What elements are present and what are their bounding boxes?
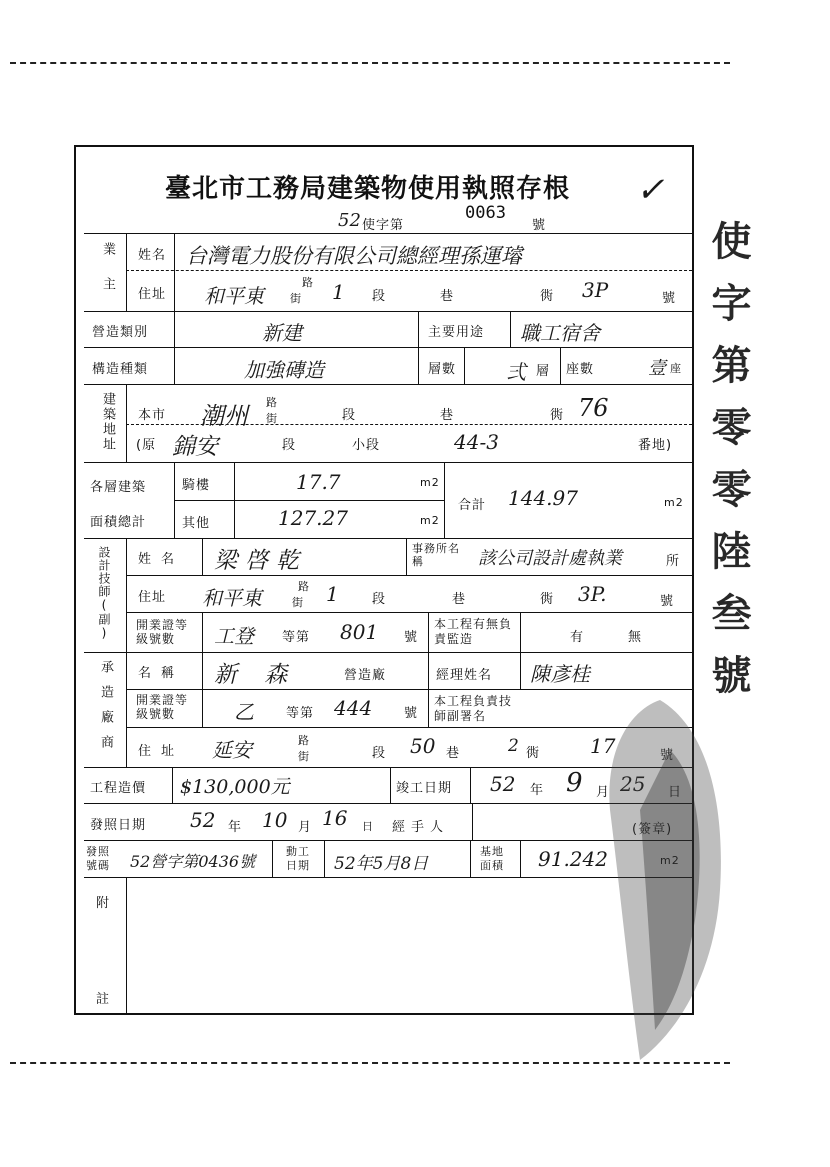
site-orig-duan-value: 錦安 [172, 434, 218, 460]
architect-address-label: 住址 [138, 590, 167, 605]
issue-month: 10 [262, 808, 288, 832]
cost-value: $130,000元 [180, 776, 290, 798]
architect-name-label: 姓名 [138, 552, 185, 567]
floors-label: 層數 [428, 362, 457, 377]
owner-alley-label: 衖 [540, 289, 555, 304]
architect-road-label: 路 [298, 580, 310, 593]
completion-month-unit: 月 [596, 785, 611, 800]
contractor-number: 17 [590, 734, 616, 758]
cost-label: 工程造價 [90, 781, 147, 796]
contractor-address-label: 住址 [138, 744, 185, 759]
area-label-bottom: 面積總計 [90, 515, 147, 530]
architect-section-no: 1 [326, 582, 339, 606]
architect-license-suffix: 號 [404, 630, 419, 645]
manager-label: 經理姓名 [436, 668, 493, 683]
contractor-name-label: 名稱 [138, 666, 185, 681]
contractor-road-label: 路 [298, 734, 310, 747]
blocks-value: 壹 [648, 358, 666, 379]
site-street-label: 街 [266, 412, 278, 425]
site-lot-label: 番地) [638, 438, 673, 453]
main-use-value: 職工宿舍 [520, 321, 600, 345]
architect-hao-label: 號 [660, 594, 675, 609]
site-alley-label: 衖 [550, 408, 565, 423]
issue-month-unit: 月 [298, 820, 313, 835]
permit-no-value: 52營字第0436號 [130, 852, 256, 871]
completion-month: 9 [566, 768, 583, 798]
other-unit: m2 [420, 514, 440, 527]
site-lane-label: 巷 [440, 408, 455, 423]
contractor-license-label: 開業證等級號數 [136, 693, 189, 721]
site-sub-section-label: 小段 [352, 438, 381, 453]
category-value: 新建 [262, 321, 302, 345]
architect-alley-label: 衖 [540, 592, 555, 607]
permit-number-label: 使字第 [362, 218, 405, 233]
architect-license-class: 工登 [214, 624, 254, 648]
site-section-label: 建築地址 [100, 392, 115, 452]
category-label: 營造類別 [92, 325, 149, 340]
contractor-hao-label: 號 [660, 748, 675, 763]
floors-unit: 層 [536, 364, 551, 379]
site-orig-duan-label: 段 [282, 438, 297, 453]
completion-label: 竣工日期 [396, 781, 453, 796]
owner-duan-label: 段 [372, 289, 387, 304]
other-value: 127.27 [278, 506, 348, 530]
architect-number: 3P. [578, 582, 607, 606]
owner-section-label: 業主 [100, 242, 115, 312]
issue-label: 發照日期 [90, 818, 147, 833]
floors-value: 弍 [506, 360, 526, 384]
site-area-value: 91.242 [538, 847, 608, 871]
permit-year-prefix: 52 [338, 210, 361, 231]
completion-day-unit: 日 [668, 785, 683, 800]
completion-day: 25 [620, 772, 646, 796]
site-lot-value: 44-3 [454, 430, 499, 454]
contractor-address-road: 延安 [212, 738, 252, 762]
contractor-street-label: 街 [298, 750, 310, 763]
owner-hao-label: 號 [662, 291, 677, 306]
permit-number-stamp: 0063 [465, 203, 506, 223]
owner-road-label: 路 [302, 276, 314, 289]
other-label: 其他 [182, 516, 211, 531]
contractor-name-suffix: 營造廠 [344, 668, 387, 683]
start-label: 動工日期 [286, 845, 310, 872]
blocks-label: 座數 [566, 362, 595, 377]
arcade-unit: m2 [420, 476, 440, 489]
paper-stain [600, 690, 730, 1070]
completion-year-unit: 年 [530, 783, 545, 798]
supervise-label: 本工程有無負責監造 [434, 617, 513, 646]
remarks-label-top: 附 [96, 896, 111, 911]
contractor-alley-value: 2 [508, 736, 519, 756]
sign-label: (簽章) [632, 822, 673, 837]
total-unit: m2 [664, 496, 684, 509]
contractor-name-value: 新 森 [214, 662, 298, 688]
issue-year: 52 [190, 808, 216, 832]
owner-name-value: 台灣電力股份有限公司總經理孫運璿 [186, 244, 522, 268]
contractor-alley-label: 衖 [526, 746, 541, 761]
site-number-value: 76 [578, 394, 609, 422]
firm-label: 事務所名稱 [412, 542, 460, 568]
manager-value: 陳彥桂 [530, 662, 590, 686]
total-value: 144.97 [508, 486, 578, 510]
issue-year-unit: 年 [228, 820, 243, 835]
firm-value: 該公司設計處執業 [478, 548, 622, 569]
architect-address-road: 和平東 [202, 586, 262, 610]
owner-address-road: 和平東 [204, 284, 264, 308]
site-road-value: 潮州 [200, 402, 248, 430]
supervise-no: 無 [628, 630, 643, 645]
site-original-label: (原 [136, 438, 157, 453]
architect-name-value: 梁啓乾 [214, 548, 307, 574]
contractor-license-no: 444 [334, 696, 373, 720]
handler-label: 經手人 [392, 820, 450, 835]
owner-address-label: 住址 [138, 287, 167, 302]
architect-street-label: 街 [292, 596, 304, 609]
completion-year: 52 [490, 772, 516, 796]
total-label: 合計 [458, 498, 487, 513]
contractor-duan-label: 段 [372, 746, 387, 761]
permit-no-label: 發照號碼 [86, 845, 110, 872]
contractor-license-suffix: 號 [404, 706, 419, 721]
issue-day: 16 [322, 806, 348, 830]
issue-day-unit: 日 [362, 820, 374, 833]
contractor-license-mid: 等第 [286, 706, 315, 721]
owner-lane-label: 巷 [440, 289, 455, 304]
contractor-lane-value: 50 [410, 734, 436, 758]
architect-license-mid: 等第 [282, 630, 311, 645]
page-title: 臺北市工務局建築物使用執照存根 [165, 174, 571, 204]
architect-section-label: 設計技師(副) [97, 546, 111, 641]
site-duan-label: 段 [342, 408, 357, 423]
architect-license-no: 801 [340, 620, 379, 644]
site-road-label: 路 [266, 396, 278, 409]
permit-number-suffix: 號 [532, 218, 547, 233]
structure-value: 加強磚造 [244, 358, 324, 382]
arcade-label: 騎樓 [182, 478, 211, 493]
start-value: 52年5月8日 [334, 854, 429, 874]
owner-section-no: 1 [332, 280, 345, 304]
arcade-value: 17.7 [296, 470, 341, 494]
architect-duan-label: 段 [372, 592, 387, 607]
architect-lane-label: 巷 [452, 592, 467, 607]
owner-name-label: 姓名 [138, 248, 167, 263]
owner-street-label: 街 [290, 292, 302, 305]
contractor-lane-label: 巷 [446, 746, 461, 761]
contractor-license-class: 乙 [234, 700, 254, 724]
site-area-unit: m2 [660, 854, 680, 867]
firm-suffix: 所 [666, 554, 681, 569]
engineer-label: 本工程負責技師副署名 [434, 694, 513, 723]
structure-label: 構造種類 [92, 362, 149, 377]
main-use-label: 主要用途 [428, 325, 485, 340]
blocks-unit: 座 [670, 362, 682, 375]
site-city-label: 本市 [138, 408, 167, 423]
margin-stamp-text: 使字第零零陸叁號 [705, 220, 752, 716]
check-mark: ✓ [636, 170, 665, 210]
supervise-yes: 有 [570, 630, 585, 645]
remarks-label-bottom: 註 [96, 992, 111, 1007]
owner-number: 3P [582, 278, 609, 302]
contractor-section-label: 承造廠商 [98, 660, 113, 760]
architect-license-label: 開業證等級號數 [136, 618, 189, 646]
area-label-top: 各層建築 [90, 480, 147, 495]
site-area-label: 基地面積 [480, 845, 504, 872]
